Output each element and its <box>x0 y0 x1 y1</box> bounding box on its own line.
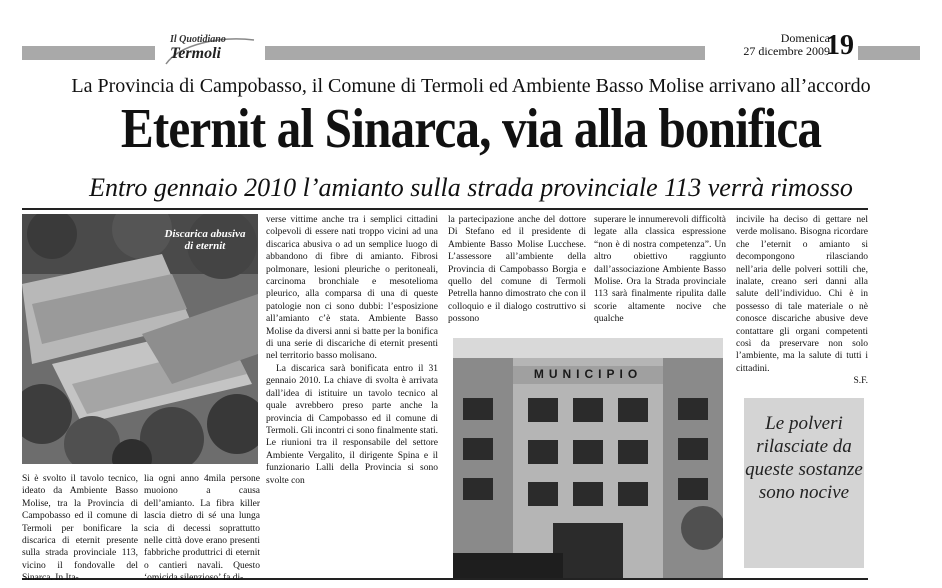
article-kicker: La Provincia di Campobasso, il Comune di Termoli ed Ambiente Basso Molise arrivano all’accordo <box>71 75 871 97</box>
photo-municipio <box>453 338 723 578</box>
column-4-text: la partecipazione anche del dottore Di Stefano ed il presidente di Ambiente Basso Molise Lucchese. L’assessore all’ambiente della Provincia di Campobasso Borgia e quello del comune di Termoli Petrella hanno dimostrato che con il colloquio e il dialogo costruttivo si possono <box>448 215 586 325</box>
top-rule <box>22 208 868 210</box>
column-1-text: Si è svolto il tavolo tecnico, ideato da Ambiente Basso Molise, tra la Provincia di Campobasso ed il comune di Termoli per bonificare la discarica di eternit presente sulla strada provinciale 113, vicino il fondovalle del Sinarca. In Ita- <box>22 474 138 584</box>
column-2-text: lia ogni anno 4mila persone muoiono a causa dell’amianto. La fibra killer lascia dietro di sé una lunga scia di decessi soprattutto nelle città dove erano presenti fabbriche produttrici di eternit o cantieri navali. Questo ‘omicida silenzioso’ fa di- <box>144 474 260 584</box>
photo-eternit-dump <box>22 214 258 464</box>
article-column-1 <box>22 473 138 585</box>
column-3-paragraph-2: La discarica sarà bonificata entro il 31 gennaio 2010. La chiave di svolta è arrivata dall’idea di istituire un tavolo tecnico al quale avrebbero preso parte anche la provincia di Campobasso ed il comune di Termoli. Gli incontri ci sono finalmente stati. Le riunioni tra il responsabile del settore Ambiente Vergalito, il dirigente Spina e il funzionario Lalli della Provincia si sono svolte con <box>266 363 438 486</box>
date-full: 27 dicembre 2009 <box>743 44 830 58</box>
article-subheadline: Entro gennaio 2010 l’amianto sulla strada provinciale 113 verrà rimosso <box>89 173 853 202</box>
article-signature: S.F. <box>853 376 868 387</box>
header-bar-left <box>22 46 155 60</box>
article-column-3 <box>266 214 438 487</box>
article-column-4 <box>448 214 586 326</box>
municipio-sign: MUNICIPIO <box>533 367 643 381</box>
article-column-5 <box>594 214 726 326</box>
page-number: 19 <box>826 30 854 61</box>
column-6-text: incivile ha deciso di gettare nel verde molisano. Bisogna ricordare che l’eternit o amianto si decompongono rilasciando nell’aria delle polveri sottili che, inalate, creano seri danni alla salute dell’individuo. Chi è in possesso di tale materiale o nè conosce discariche abusive deve contattare gli organi competenti così da preservare non solo l’ambiente, ma la salute di tutti i cittadini. <box>736 215 868 374</box>
pull-quote-text: Le polveri rilasciate da queste sostanze sono nocive <box>745 413 863 503</box>
column-3-paragraph-1: verse vittime anche tra i semplici cittadini colpevoli di essere nati troppo vicini ad una discarica abusiva o ad un semplice luogo di abbandono di fibre di amianto. Fibrosi polmonare, lesioni pleuriche o peritoneali, carcinoma bronchiale e mesotelioma pleurico, alla comparsa di una di queste patologie non ci sono dubbi: l’esposizione all’amianto c’è stata. Ambiente Basso Molise da diversi anni si batte per la bonifica di una serie di discariche di eternit presenti nel territorio basso molisano. <box>266 215 438 362</box>
article-column-2 <box>144 473 260 585</box>
article-headline: Eternit al Sinarca, via alla bonifica <box>120 98 822 160</box>
newspaper-logo <box>160 34 260 68</box>
column-5-text: superare le innumerevoli difficoltà legate alla classica espressione “non è di nostra competenza”. Un altro obiettivo raggiunto dall’associazione Ambiente Basso Molise. Ora la Strada provinciale 113 sarà finalmente ripulita dalle scorie altamente nocive che qualche <box>594 215 726 325</box>
article-column-6 <box>736 214 868 388</box>
date-block <box>743 32 830 58</box>
header-bar-middle <box>265 46 705 60</box>
logo-top-text: Il Quotidiano <box>170 34 226 45</box>
photo-caption: Discarica abusiva di eternit <box>164 228 246 252</box>
date-day: Domenica <box>780 31 830 45</box>
logo-bottom-text: Termoli <box>170 45 221 62</box>
header-bar-right <box>858 46 920 60</box>
pull-quote-box <box>744 398 864 568</box>
